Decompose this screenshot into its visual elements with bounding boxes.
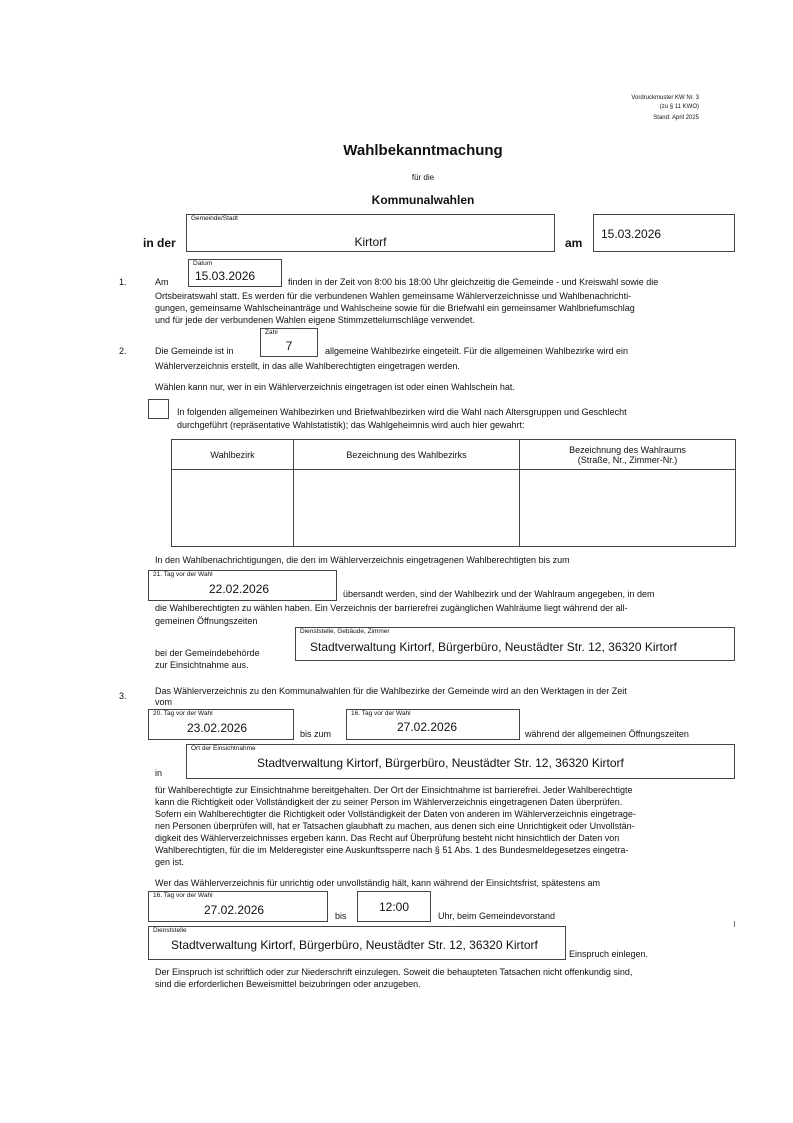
s1-datum-label: Datum [193,260,213,267]
section-3-number: 3. [119,691,127,701]
s2-behoerde2: zur Einsichtnahme aus. [155,660,249,670]
s2-sent-line2: die Wahlberechtigten zu wählen haben. Ein Verzeichnis der barrierefrei zugänglichen Wahlräume liegt während der all- [155,603,628,613]
s2-dienststelle-value: Stadtverwaltung Kirtorf, Bürgerbüro, Neustädter Str. 12, 36320 Kirtorf [310,640,677,654]
time-value: 12:00 [378,900,410,914]
section-1-number: 1. [119,277,127,287]
s2-line3: Wählen kann nur, wer in ein Wählerverzeichnis eingetragen ist oder einen Wahlschein hat. [155,382,515,392]
s2-dienststelle-label: Dienststelle, Gebäude, Zimmer [300,628,390,635]
tag20-field[interactable] [148,709,294,740]
s3-f1: Der Einspruch ist schriftlich oder zur Niederschrift einzulegen. Soweit die behaupteten Tatsachen nicht offenkundig sind, [155,967,633,977]
tag16b-label: 16. Tag vor der Wahl [153,892,213,899]
s2-check-line2: durchgeführt (repräsentative Wahlstatistik); das Wahlgeheimnis wird auch hier gewahrt: [177,420,525,430]
election-date-value: 15.03.2026 [601,227,662,241]
s2-zahl-field[interactable] [260,328,318,357]
statistik-checkbox[interactable] [148,399,169,419]
ort-label: Ort der Einsichtnahme [191,745,256,752]
s2-line2: Wählerverzeichnis erstellt, in das alle Wahlberechtigten eingetragen werden. [155,361,460,371]
s2-notice-line: In den Wahlbenachrichtigungen, die den im Wählerverzeichnis eingetragenen Wahlberechtigten bis zum [155,555,570,565]
s3-einlegen: Einspruch einlegen. [569,949,649,959]
s3-dienststelle-value: Stadtverwaltung Kirtorf, Bürgerbüro, Neustädter Str. 12, 36320 Kirtorf [171,938,538,952]
tag16-field[interactable] [346,709,520,740]
th-wahlraum-line1: Bezeichnung des Wahlraums [569,444,686,455]
tag21-field[interactable] [148,570,337,601]
s3-p4: nen Personen überprüfen will, hat er Tatsachen glaubhaft zu machen, aus denen sich eine Unrichtigkeit oder Unvollstän- [155,821,635,831]
tag20-value: 23.02.2026 [187,721,248,735]
tag20-label: 20. Tag vor der Wahl [153,710,213,717]
s3-p6: Wahlberechtigten, für die im Melderegister eine Auskunftssperre nach § 51 Abs. 1 des Bundesmeldegesetzes eingetra- [155,845,629,855]
s2-behoerde1: bei der Gemeindebehörde [155,648,260,658]
tag16-label: 16. Tag vor der Wahl [351,710,411,717]
s1-datum-field[interactable] [188,259,282,287]
election-type: Kommunalwahlen [371,193,475,207]
s2-pre: Die Gemeinde ist in [155,346,234,356]
section-2-number: 2. [119,346,127,356]
s3-dienststelle-field[interactable] [148,926,566,960]
s3-p2: kann die Richtigkeit oder Vollständigkeit der zu seiner Person im Wählerverzeichnis eingetragenen Daten überprüfen. [155,797,623,807]
tag16b-value: 27.02.2026 [204,903,265,917]
tag21-value: 22.02.2026 [209,582,270,596]
form-stand: Stand: April 2025 [653,115,699,121]
gemeinde-label: Gemeinde/Stadt [191,215,238,222]
s3-uhr: Uhr, beim Gemeindevorstand [438,911,556,921]
s3-dienststelle-label: Dienststelle [153,927,187,934]
time-field[interactable] [357,891,431,922]
s3-einspruch-line: Wer das Wählerverzeichnis für unrichtig oder unvollständig hält, kann während der Einsichtsfrist, spätestens am [155,878,601,888]
margin-mark [734,921,735,927]
s2-dienststelle-field[interactable] [295,627,735,661]
form-number: Vordruckmuster KW Nr. 3 [631,95,699,101]
s2-sent-line3: gemeinen Öffnungszeiten [155,616,258,626]
am-label: am [565,236,583,250]
page-title: Wahlbekanntmachung [343,142,503,159]
ort-value: Stadtverwaltung Kirtorf, Bürgerbüro, Neustädter Str. 12, 36320 Kirtorf [257,756,624,770]
gemeinde-field[interactable] [186,214,555,252]
s2-post: allgemeine Wahlbezirke eingeteilt. Für die allgemeinen Wahlbezirke wird ein [325,346,628,356]
s3-p3: Sofern ein Wahlberechtigter die Richtigkeit oder Vollständigkeit der Daten von anderen im Wählerverzeichnis eingetrage- [155,809,636,819]
s2-sent-line1: übersandt werden, sind der Wahlbezirk und der Wahlraum angegeben, in dem [343,589,655,599]
s2-check-line1: In folgenden allgemeinen Wahlbezirken und Briefwahlbezirken wird die Wahl nach Altersgruppen und Geschlecht [177,407,627,417]
s3-f2: sind die erforderlichen Beweismittel beizubringen oder anzugeben. [155,979,421,989]
table-cell[interactable] [172,470,294,547]
s1-line1: finden in der Zeit von 8:00 bis 18:00 Uhr gleichzeitig die Gemeinde - und Kreiswahl sowie die [288,277,659,287]
table-cell[interactable] [520,470,736,547]
s3-p5: digkeit des Wählerverzeichnisses ergeben kann. Das Recht auf Überprüfung besteht nicht hinsichtlich der Daten von [155,833,620,843]
tag21-label: 21. Tag vor der Wahl [153,571,213,578]
form-reference: (zu § 11 KWO) [659,104,699,110]
ort-field[interactable] [186,744,735,779]
s3-bis: bis [335,911,347,921]
s1-line4: und für jede der verbundenen Wahlen eigene Stimmzettelumschläge verwendet. [155,315,475,325]
wahlbezirk-table [171,439,736,547]
s1-am: Am [155,277,169,287]
table-cell[interactable] [294,470,520,547]
th-wahlbezirk: Wahlbezirk [172,440,294,470]
s3-p1: für Wahlberechtigte zur Einsichtnahme bereitgehalten. Der Ort der Einsichtnahme ist barrierefrei. Jeder Wahlberechtigte [155,785,633,795]
s3-in: in [155,768,163,778]
s3-vom: vom [155,697,173,707]
tag16-value: 27.02.2026 [397,720,458,734]
s1-line2: Ortsbeiratswahl statt. Es werden für die verbundenen Wahlen gemeinsame Wählerverzeichnisse und Wahlbenachrichti- [155,291,632,301]
s2-zahl-label: Zahl [265,329,278,336]
election-date-field[interactable] [593,214,735,252]
tag16b-field[interactable] [148,891,328,922]
fuer-die: für die [411,173,435,182]
gemeinde-value: Kirtorf [354,235,387,249]
s2-zahl-value: 7 [285,339,293,353]
s3-p7: gen ist. [155,857,185,867]
s1-line3: gungen, gemeinsame Wahlscheinanträge und Wahlscheine sowie für die Briefwahl ein gemeinsamer Wahlbriefumschlag [155,303,635,313]
th-wahlraum-line2: (Straße, Nr., Zimmer-Nr.) [577,454,678,465]
in-der-label: in der [143,236,176,250]
s3-line1: Das Wählerverzeichnis zu den Kommunalwahlen für die Wahlbezirke der Gemeinde wird an den Werktagen in der Zeit [155,686,627,696]
s3-waehrend: während der allgemeinen Öffnungszeiten [525,729,689,739]
s1-datum-value: 15.03.2026 [195,269,256,283]
th-bezeichnung-wahlraum [520,440,736,470]
s3-bis-zum: bis zum [300,729,332,739]
th-bezeichnung-wahlbezirk: Bezeichnung des Wahlbezirks [294,440,520,470]
